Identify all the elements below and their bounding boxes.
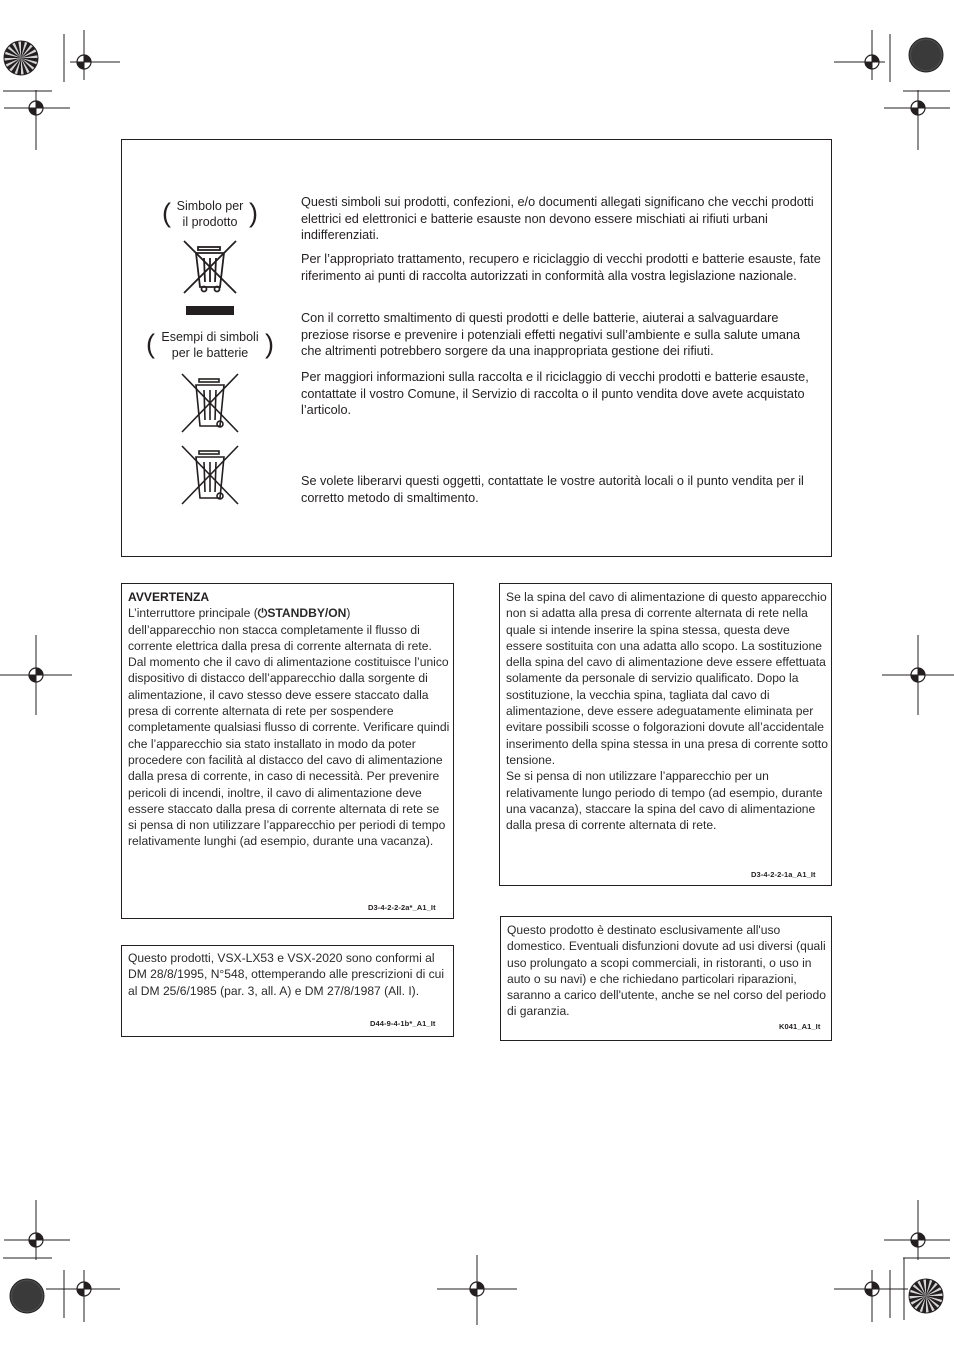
weee-paragraph-5: Se volete liberarvi questi oggetti, contattate le vostre autorità locali o il punto vendita per il corretto metodo di smaltimento. xyxy=(301,474,804,505)
warning-intro-close: ) xyxy=(346,606,351,621)
standby-icon: ⏻ xyxy=(257,606,268,621)
conformity-code: D44-9-4-1b*_A1_It xyxy=(370,1019,436,1028)
warning-text xyxy=(128,589,450,850)
weee-paragraph-1: Questi simboli sui prodotti, confezioni, e/o documenti allegati significano che vecchi prodotti elettrici ed elettronici e batterie esauste non devono essere mischiati ai rifiuti urbani indifferenziati. xyxy=(301,195,814,243)
domestic-use-code: K041_A1_It xyxy=(779,1022,821,1031)
plug-code: D3-4-2-2-1a_A1_It xyxy=(751,870,816,879)
weee-paragraph-2: Per l’appropriato trattamento, recupero e riciclaggio di vecchi prodotti e batterie esauste, fate riferimento ai punti di raccolta autorizzati in conformità alla vostra legislazione nazionale. xyxy=(301,252,821,283)
product-symbol-label-line1: Simbolo per xyxy=(176,199,244,213)
warning-intro xyxy=(128,605,450,621)
conformity-text: Questo prodotti, VSX-LX53 e VSX-2020 sono conformi al DM 28/8/1995, N°548, ottemperando alle prescrizioni di cui al DM 25/6/1985 (par. 3, all. A) e DM 27/8/1987 (All. I). xyxy=(128,951,445,998)
product-symbol-label-line2: il prodotto xyxy=(182,215,238,229)
battery-symbol-label: ( Esempi di simboli per le batterie ) xyxy=(146,329,274,360)
warning-code: D3-4-2-2-2a*_A1_It xyxy=(368,903,436,912)
warning-intro-text: L’interruttore principale ( xyxy=(128,606,258,621)
plug-text xyxy=(506,589,828,833)
crossed-bin-icon xyxy=(180,237,240,317)
warning-title: AVVERTENZA xyxy=(128,590,210,604)
warning-body: dell’apparecchio non stacca completamente il flusso di corrente elettrica dalla presa di corrente alternata di rete. Dal momento che il cavo di alimentazione costituisce l’unico dispositivo di distacco dell’apparecchio dalla sorgente di alimentazione, il cavo stesso deve essere staccato dalla presa di corrente alternata di rete per sospendere completamente qualsiasi flusso di corrente. Verificare quindi che l’apparecchio sia stato installato in modo da poter procedere con facilità al distacco del cavo di alimentazione dalla presa di corrente, in caso di necessità. Per prevenire pericoli di incendi, inoltre, il cavo di alimentazione deve essere staccato dalla presa di corrente alternata di rete se si pensa di non utilizzare l’apparecchio per periodi di tempo relativamente lunghi (ad esempio, durante una vacanza). xyxy=(128,622,450,849)
weee-paragraph-3: Con il corretto smaltimento di questi prodotti e delle batterie, aiuterai a salvaguardare preziose risorse e prevenire i potenziali effetti negativi sull’ambiente e sulla salute umana che altrimenti potrebbero sorgere da una inappropriata gestione dei rifiuti. xyxy=(301,311,801,359)
battery-symbol-label-line1: Esempi di simboli xyxy=(161,330,259,344)
battery-symbol-label-line2: per le batterie xyxy=(171,346,249,360)
plug-paragraph-2: Se si pensa di non utilizzare l’apparecchio per un relativamente lungo periodo di tempo (ad esempio, durante una vacanza), staccare la spina del cavo di alimentazione dalla presa di corrente alternata di rete. xyxy=(506,769,823,833)
product-symbol-label: ( Simbolo per il prodotto ) xyxy=(162,198,258,229)
standby-label: STANDBY/ON xyxy=(267,606,347,621)
domestic-use-text: Questo prodotto è destinato esclusivamente all'uso domestico. Eventuali disfunzioni dovute ad usi diversi (quali uso prolungato a scopi commerciali, in ristoranti, o uso in auto o su navi) e che richiedano particolari riparazioni, saranno a carico dell'utente, anche se nel corso del periodo di garanzia. xyxy=(507,923,826,1019)
plug-paragraph-1: Se la spina del cavo di alimentazione di questo apparecchio non si adatta alla presa di corrente alternata di rete nella quale si intende inserire la spina stessa, questa deve essere sostituita con una adatta allo scopo. La sostituzione della spina del cavo di alimentazione deve essere effettuata solamente da personale di servizio qualificato. Dopo la sostituzione, la vecchia spina, tagliata dal cavo di alimentazione, deve essere adeguatamente eliminata per evitare possibili scosse o folgorazioni dovute all’accidentale inserimento della spina stessa in una presa di corrente sotto tensione. xyxy=(506,590,829,767)
weee-paragraph-4: Per maggiori informazioni sulla raccolta e il riciclaggio di vecchi prodotti e batterie esauste, contattate il vostro Comune, il Servizio di raccolta o il punto vendita dove avete acquistato l’articolo. xyxy=(301,370,809,418)
crossed-battery-bin-icon-2 xyxy=(180,444,240,506)
crossed-battery-bin-icon xyxy=(180,372,240,434)
